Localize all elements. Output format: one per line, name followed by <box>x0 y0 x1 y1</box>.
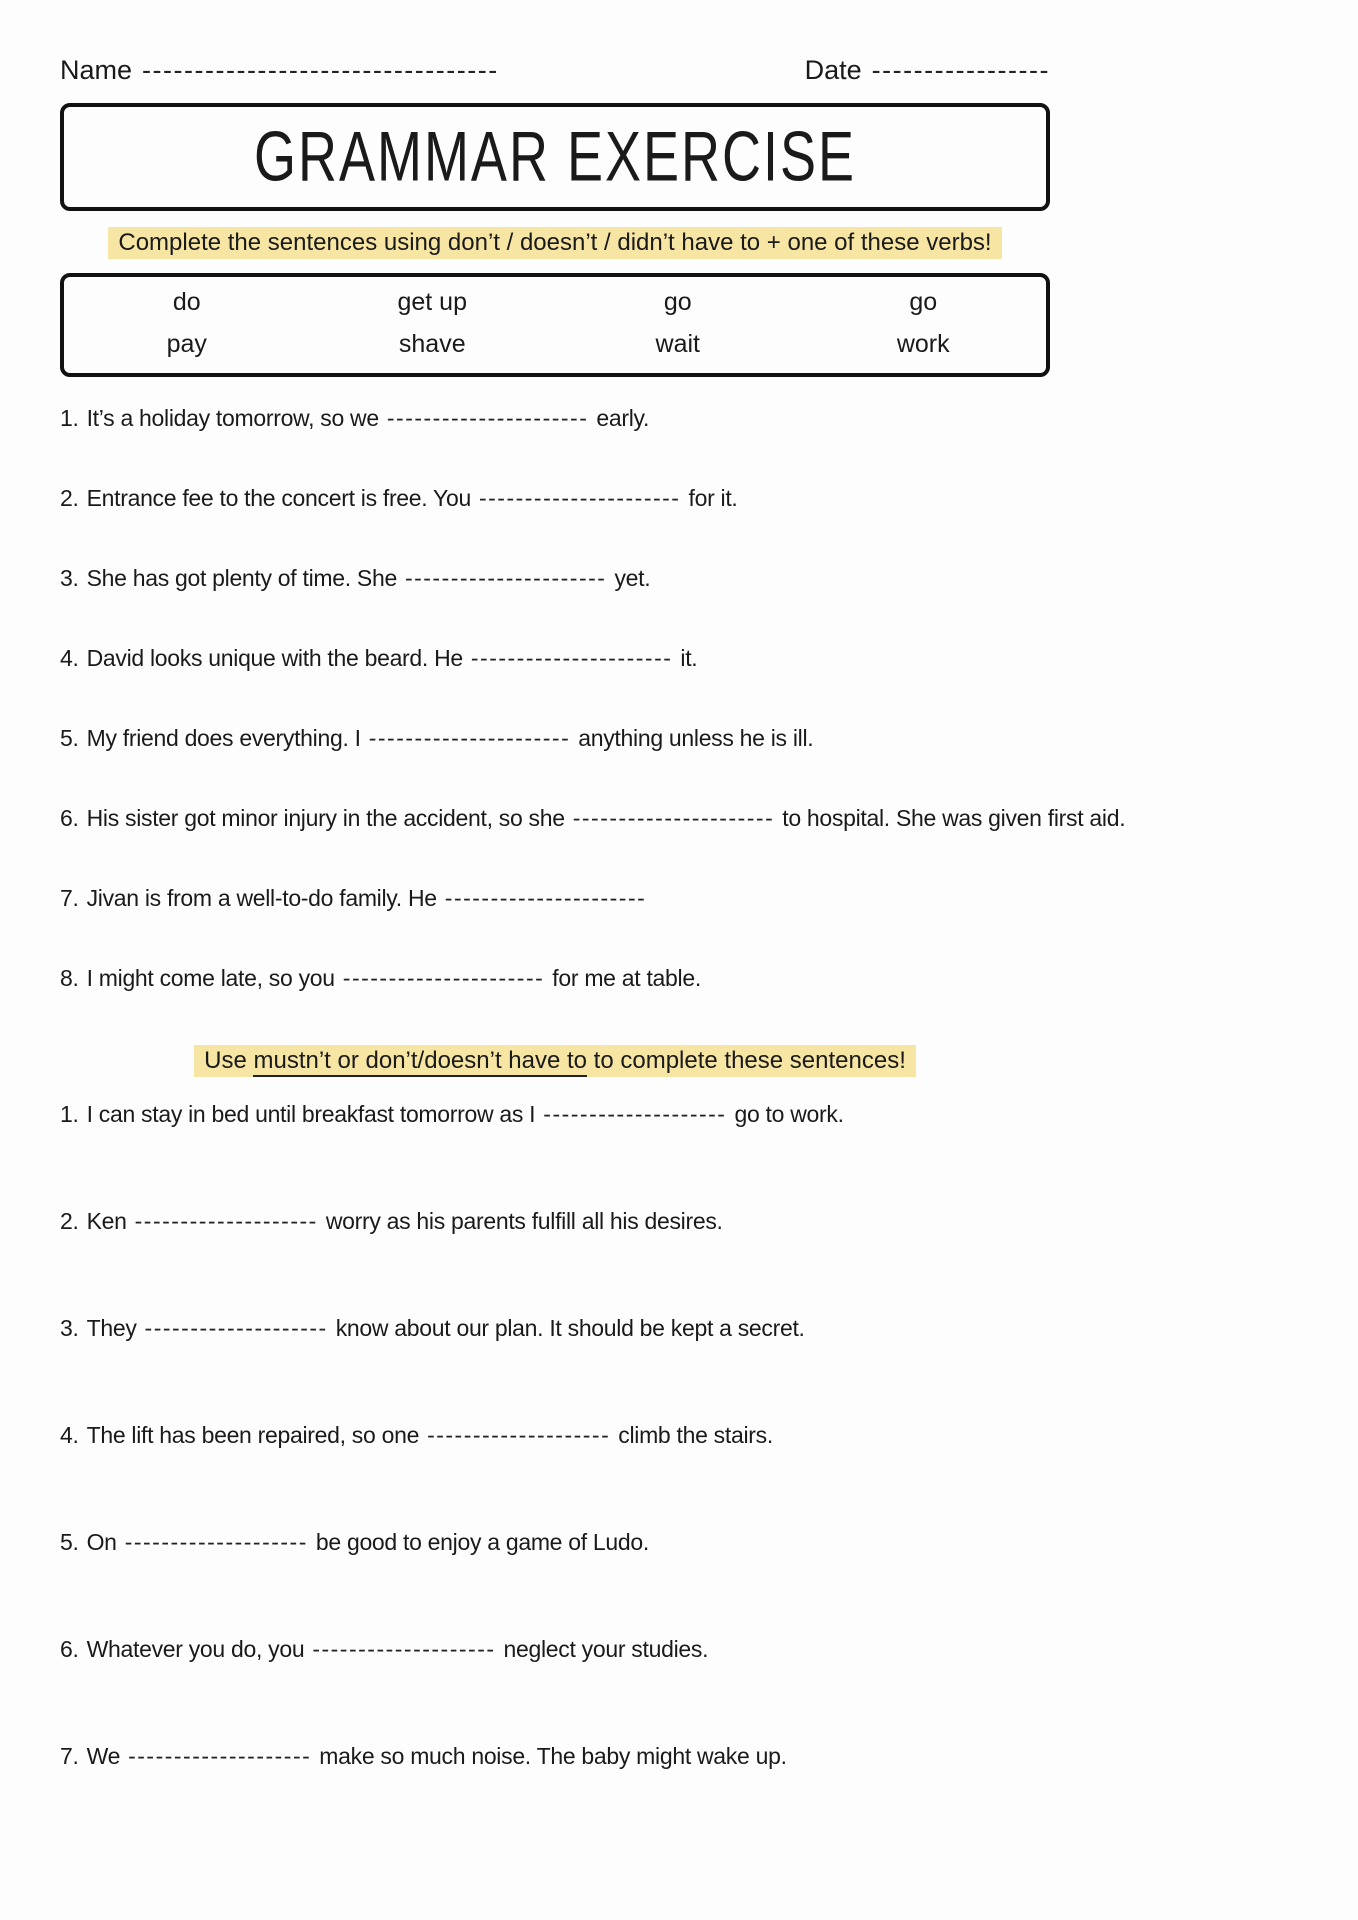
sentence-pre: My friend does everything. I <box>86 725 361 751</box>
sentence-pre: His sister got minor injury in the accident, so she <box>86 805 565 831</box>
sentence-blank: ---------------------- <box>572 805 775 831</box>
sentence-row <box>60 965 1050 991</box>
sentence-row <box>60 805 1126 831</box>
exercise2-sentences <box>60 1101 1050 1769</box>
sentence-number: 6. <box>60 1636 79 1662</box>
sentence-pre: It’s a holiday tomorrow, so we <box>86 405 379 431</box>
sentence-pre: They <box>86 1315 137 1341</box>
sentence-number: 1. <box>60 405 79 431</box>
sentence-pre: Ken <box>86 1208 127 1234</box>
sentence-blank: ---------------------- <box>444 885 647 911</box>
name-label: Name <box>60 55 133 85</box>
date-blank-line: ----------------- <box>871 55 1050 85</box>
sentence-blank: -------------------- <box>144 1315 328 1341</box>
name-blank-line: ---------------------------------- <box>142 55 499 85</box>
sentence-blank: ---------------------- <box>404 565 607 591</box>
sentence-post: for me at table. <box>552 965 701 991</box>
sentence-post: anything unless he is ill. <box>578 725 814 751</box>
sentence-row <box>60 485 1050 511</box>
title-box <box>60 103 1050 211</box>
sentence-blank: -------------------- <box>312 1636 496 1662</box>
sentence-row <box>60 725 1050 751</box>
date-field-group <box>805 55 1050 85</box>
sentence-pre: On <box>86 1529 117 1555</box>
sentence-post: climb the stairs. <box>618 1422 773 1448</box>
sentence-number: 4. <box>60 1422 79 1448</box>
sentence-pre: David looks unique with the beard. He <box>86 645 463 671</box>
sentence-blank: ---------------------- <box>470 645 673 671</box>
sentence-number: 7. <box>60 885 79 911</box>
exercise2-instruction-wrap <box>60 1045 1050 1077</box>
worksheet-content <box>60 0 1126 1769</box>
verb-cell: do <box>172 288 201 316</box>
sentence-blank: -------------------- <box>124 1529 308 1555</box>
verb-bank <box>60 273 1050 377</box>
sentence-blank: -------------------- <box>134 1208 318 1234</box>
date-label: Date <box>804 55 862 85</box>
sentence-row <box>60 1529 1050 1555</box>
sentence-row <box>60 1208 1050 1234</box>
sentence-pre: She has got plenty of time. She <box>86 565 397 591</box>
sentence-row <box>60 1422 1050 1448</box>
exercise1-sentences <box>60 405 1126 991</box>
verb-cell: wait <box>655 330 700 358</box>
sentence-number: 5. <box>60 1529 79 1555</box>
verb-cell: go <box>663 288 692 316</box>
verb-cell: pay <box>166 330 207 358</box>
sentence-blank: -------------------- <box>128 1743 312 1769</box>
sentence-post: go to work. <box>734 1101 844 1127</box>
sentence-number: 2. <box>60 485 79 511</box>
sentence-number: 4. <box>60 645 79 671</box>
verb-cell: work <box>896 330 950 358</box>
sentence-pre: Jivan is from a well-to-do family. He <box>86 885 437 911</box>
sentence-row <box>60 1101 1050 1127</box>
instruction-underlined-part: mustn’t or don’t/doesn’t have to <box>253 1047 587 1077</box>
sentence-number: 3. <box>60 1315 79 1341</box>
exercise1-instruction-wrap <box>60 227 1050 259</box>
sentence-post: early. <box>596 405 650 431</box>
sentence-row <box>60 645 1050 671</box>
sentence-number: 7. <box>60 1743 79 1769</box>
sentence-post: make so much noise. The baby might wake up. <box>319 1743 787 1769</box>
sentence-post: to hospital. She was given first aid. <box>782 805 1126 831</box>
sentence-number: 6. <box>60 805 79 831</box>
sentence-number: 3. <box>60 565 79 591</box>
sentence-post: know about our plan. It should be kept a secret. <box>335 1315 805 1341</box>
instruction-suffix: to complete these sentences! <box>587 1047 906 1074</box>
sentence-pre: I can stay in bed until breakfast tomorrow as I <box>86 1101 536 1127</box>
instruction-prefix: Use <box>204 1047 254 1074</box>
sentence-pre: I might come late, so you <box>86 965 335 991</box>
name-field-group <box>60 55 499 85</box>
sentence-pre: The lift has been repaired, so one <box>86 1422 420 1448</box>
sentence-row <box>60 1636 1050 1662</box>
sentence-post: yet. <box>614 565 651 591</box>
sentence-blank: -------------------- <box>543 1101 727 1127</box>
sentence-number: 1. <box>60 1101 79 1127</box>
verb-cell: get up <box>397 288 467 316</box>
sentence-blank: ---------------------- <box>342 965 545 991</box>
sentence-row <box>60 885 1050 911</box>
sentence-row <box>60 1315 1050 1341</box>
page-title: GRAMMAR EXERCISE <box>253 118 857 196</box>
sentence-post: neglect your studies. <box>503 1636 709 1662</box>
verb-cell: go <box>909 288 938 316</box>
sentence-post: worry as his parents fulfill all his desires. <box>325 1208 723 1234</box>
sentence-post: it. <box>680 645 698 671</box>
sentence-blank: ---------------------- <box>386 405 589 431</box>
exercise2-instruction <box>194 1045 916 1077</box>
sentence-post: for it. <box>688 485 738 511</box>
exercise1-instruction: Complete the sentences using don’t / doesn’t / didn’t have to + one of these verbs! <box>108 227 1001 259</box>
sentence-blank: -------------------- <box>427 1422 611 1448</box>
sentence-blank: ---------------------- <box>368 725 571 751</box>
sentence-post: be good to enjoy a game of Ludo. <box>315 1529 649 1555</box>
sentence-blank: ---------------------- <box>478 485 681 511</box>
sentence-row <box>60 405 1050 431</box>
sentence-number: 5. <box>60 725 79 751</box>
sentence-row <box>60 1743 1050 1769</box>
sentence-number: 2. <box>60 1208 79 1234</box>
sentence-pre: We <box>86 1743 121 1769</box>
sentence-pre: Entrance fee to the concert is free. You <box>86 485 471 511</box>
sentence-number: 8. <box>60 965 79 991</box>
sentence-pre: Whatever you do, you <box>86 1636 305 1662</box>
sentence-row <box>60 565 1050 591</box>
name-date-row <box>60 0 1050 85</box>
verb-cell: shave <box>398 330 466 358</box>
